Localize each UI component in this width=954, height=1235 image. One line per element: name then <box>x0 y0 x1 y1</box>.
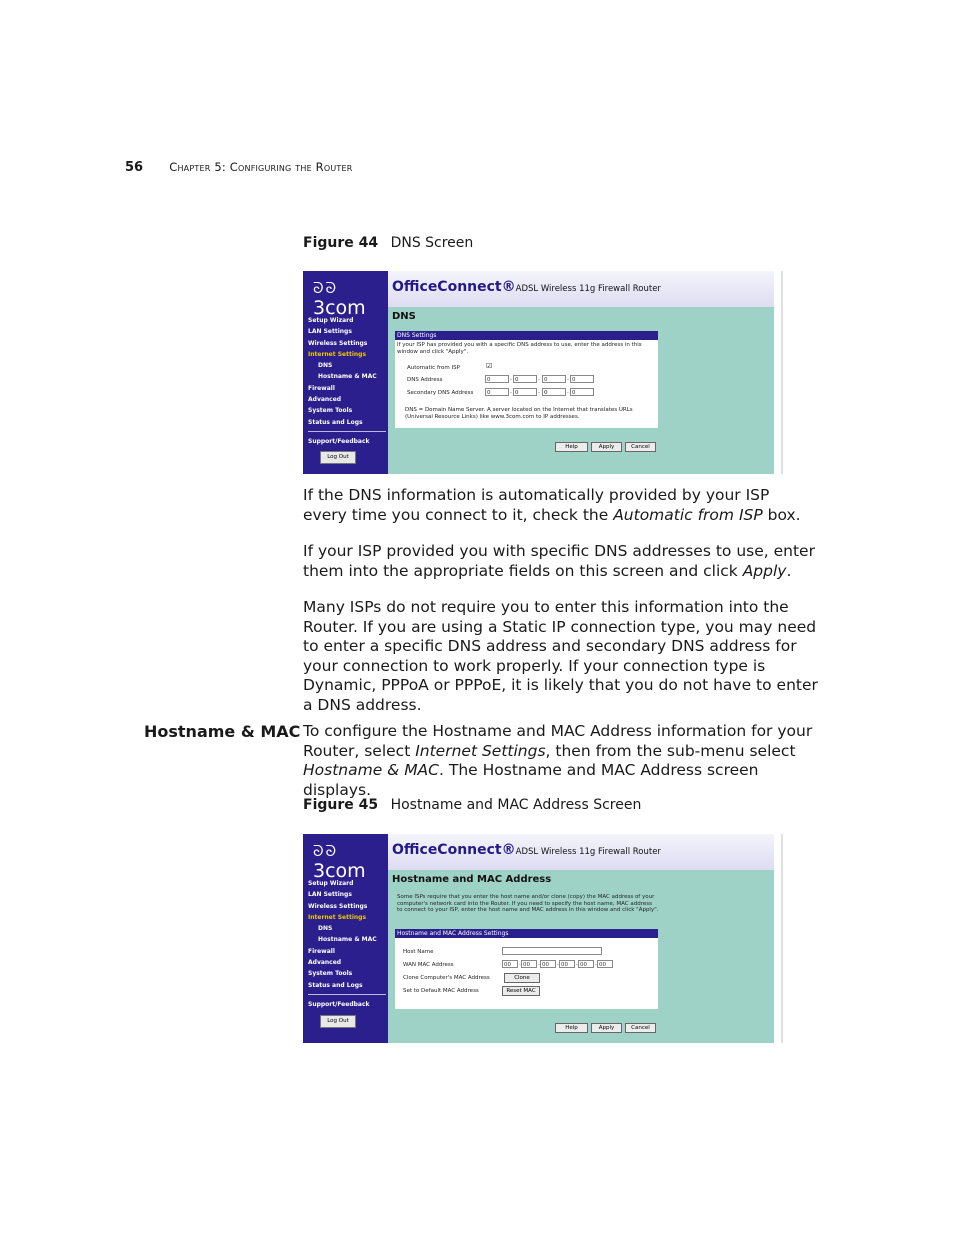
menu-advanced[interactable]: Advanced <box>308 959 342 967</box>
secondary-dns-label: Secondary DNS Address <box>407 390 474 396</box>
menu-dns[interactable]: DNS <box>318 925 333 933</box>
mac-octet-1[interactable]: 00 <box>502 960 518 968</box>
hostname-settings-panel: Hostname and MAC Address Settings Host Name WAN MAC Address 00 . 00 . 00 . 00 . 00 . 00 Clone Computer's MAC Address Clone Set to Default MAC Address Reset MAC <box>395 929 658 1009</box>
menu-setup-wizard[interactable]: Setup Wizard <box>308 317 354 324</box>
figure-45-text: Hostname and MAC Address Screen <box>390 797 642 813</box>
wan-mac-label: WAN MAC Address <box>403 962 454 968</box>
figure-44-caption <box>303 235 473 251</box>
cancel-button[interactable]: Cancel <box>625 1023 656 1033</box>
menu-hostname-mac[interactable]: Hostname & MAC <box>318 373 377 381</box>
menu-status-logs[interactable]: Status and Logs <box>308 981 363 989</box>
running-header <box>125 160 353 175</box>
mac-octet-4[interactable]: 00 <box>559 960 575 968</box>
dns-octet-1[interactable]: 0 <box>485 375 509 383</box>
paragraph-hostname-intro: To configure the Hostname and MAC Address information for your Router, select Internet Settings, then from the sub-menu select Hostname & MAC. The Hostname and MAC Address screen displays. <box>303 722 813 799</box>
apply-button[interactable]: Apply <box>591 442 622 452</box>
window-edge <box>774 834 781 1043</box>
mac-octet-6[interactable]: 00 <box>597 960 613 968</box>
officeconnect-brand: OfficeConnect®ADSL Wireless 11g Firewall Router <box>392 279 661 295</box>
menu-status-logs[interactable]: Status and Logs <box>308 418 363 426</box>
officeconnect-brand: OfficeConnect®ADSL Wireless 11g Firewall Router <box>392 842 661 858</box>
menu-system-tools[interactable]: System Tools <box>308 407 353 415</box>
apply-button[interactable]: Apply <box>591 1023 622 1033</box>
mac-octet-2[interactable]: 00 <box>521 960 537 968</box>
menu-setup-wizard[interactable]: Setup Wizard <box>308 880 354 887</box>
figure-45-caption <box>303 797 641 813</box>
paragraph-specific-dns: If your ISP provided you with specific DNS addresses to use, enter them into the appropriate fields on this screen and click Apply. <box>303 542 815 580</box>
auto-from-isp-checkbox[interactable]: ☑ <box>486 362 493 370</box>
menu-lan-settings[interactable]: LAN Settings <box>308 891 352 899</box>
dns2-octet-3[interactable]: 0 <box>542 388 566 396</box>
menu-divider <box>308 431 386 432</box>
dns-footnote: DNS = Domain Name Server. A server located on the Internet that translates URLs (Universal Resource Links) like www.3com.com to IP addresses. <box>405 407 633 420</box>
menu-wireless-settings[interactable]: Wireless Settings <box>308 339 368 347</box>
menu-hostname-mac[interactable]: Hostname & MAC <box>318 936 377 944</box>
router-menu <box>308 315 386 447</box>
dns-settings-header: DNS Settings <box>395 331 658 340</box>
dns-octet-3[interactable]: 0 <box>542 375 566 383</box>
dns-octet-2[interactable]: 0 <box>513 375 537 383</box>
router-sidebar <box>303 271 388 474</box>
help-button[interactable]: Help <box>555 1023 588 1033</box>
mac-octet-3[interactable]: 00 <box>540 960 556 968</box>
help-button[interactable]: Help <box>555 442 588 452</box>
dns-settings-panel: DNS Settings If your ISP has provided you with a specific DNS address to use, enter the address in this window and click "Apply". Automatic from ISP ☑ DNS Address 0 . 0 . 0 . 0 Secondary DNS Address 0 . 0 . 0 . 0 DNS = Domain Name Server. A server located on the Internet that translates URLs (Universal Resource Links) like www.3com.com to IP addresses. <box>395 331 658 428</box>
router-menu <box>308 878 386 1010</box>
menu-lan-settings[interactable]: LAN Settings <box>308 328 352 336</box>
paragraph-many-isps: Many ISPs do not require you to enter this information into the Router. If you are using a Static IP connection type, you may need to enter a specific DNS address and secondary DNS address for your connection to work properly. If your connection type is Dynamic, PPPoA or PPPoE, it is likely that you do not have to enter a DNS address. <box>303 598 818 714</box>
default-mac-label: Set to Default MAC Address <box>403 988 479 994</box>
router-sidebar <box>303 834 388 1043</box>
3com-logo: ᘐᘐ 3com <box>313 279 366 319</box>
logout-button[interactable]: Log Out <box>320 1015 356 1028</box>
menu-support[interactable]: Support/Feedback <box>308 437 370 445</box>
figure-44-label: Figure 44 <box>303 235 379 251</box>
dns-page-title: DNS <box>392 311 416 322</box>
hostname-page-title: Hostname and MAC Address <box>392 874 552 885</box>
clone-mac-label: Clone Computer's MAC Address <box>403 975 490 981</box>
logout-button[interactable]: Log Out <box>320 451 356 464</box>
dns2-octet-1[interactable]: 0 <box>485 388 509 396</box>
page-number: 56 <box>125 160 144 175</box>
hostname-intro-text: Some ISPs require that you enter the host name and/or clone (copy) the MAC address of your computer's network card into the Router. If you need to specify the host name, MAC address to connect to your ISP, enter the host name and MAC address in this window and click "Apply". <box>397 894 659 914</box>
menu-internet-settings[interactable]: Internet Settings <box>308 913 367 921</box>
figure-45-label: Figure 45 <box>303 797 379 813</box>
menu-internet-settings[interactable]: Internet Settings <box>308 350 367 358</box>
menu-dns[interactable]: DNS <box>318 362 333 370</box>
menu-wireless-settings[interactable]: Wireless Settings <box>308 902 368 910</box>
figure-44-text: DNS Screen <box>390 235 474 251</box>
menu-divider <box>308 994 386 995</box>
clone-button[interactable]: Clone <box>504 973 540 983</box>
menu-firewall[interactable]: Firewall <box>308 947 335 955</box>
dns-screen-figure <box>303 271 783 474</box>
router-topbar <box>388 834 774 870</box>
host-name-label: Host Name <box>403 949 434 955</box>
dns-address-label: DNS Address <box>407 377 443 383</box>
section-heading-hostname-mac: Hostname & MAC <box>144 722 301 741</box>
cancel-button[interactable]: Cancel <box>625 442 656 452</box>
hostname-mac-screen-figure <box>303 834 783 1043</box>
dns-octet-4[interactable]: 0 <box>570 375 594 383</box>
auto-from-isp-label: Automatic from ISP <box>407 365 460 371</box>
dns2-octet-4[interactable]: 0 <box>570 388 594 396</box>
menu-system-tools[interactable]: System Tools <box>308 970 353 978</box>
dns2-octet-2[interactable]: 0 <box>513 388 537 396</box>
reset-mac-button[interactable]: Reset MAC <box>502 986 540 996</box>
paragraph-auto-isp: If the DNS information is automatically provided by your ISP every time you connect to it, check the Automatic from ISP box. <box>303 486 801 524</box>
chapter-title: Chapter 5: Configuring the Router <box>169 160 353 174</box>
menu-advanced[interactable]: Advanced <box>308 396 342 404</box>
menu-firewall[interactable]: Firewall <box>308 384 335 392</box>
dns-intro-text: If your ISP has provided you with a specific DNS address to use, enter the address in this window and click "Apply". <box>397 342 642 355</box>
host-name-input[interactable] <box>502 947 602 955</box>
mac-octet-5[interactable]: 00 <box>578 960 594 968</box>
router-topbar <box>388 271 774 307</box>
3com-logo: ᘐᘐ 3com <box>313 842 366 882</box>
menu-support[interactable]: Support/Feedback <box>308 1000 370 1008</box>
hostname-settings-header: Hostname and MAC Address Settings <box>395 929 658 938</box>
window-edge <box>774 271 781 474</box>
